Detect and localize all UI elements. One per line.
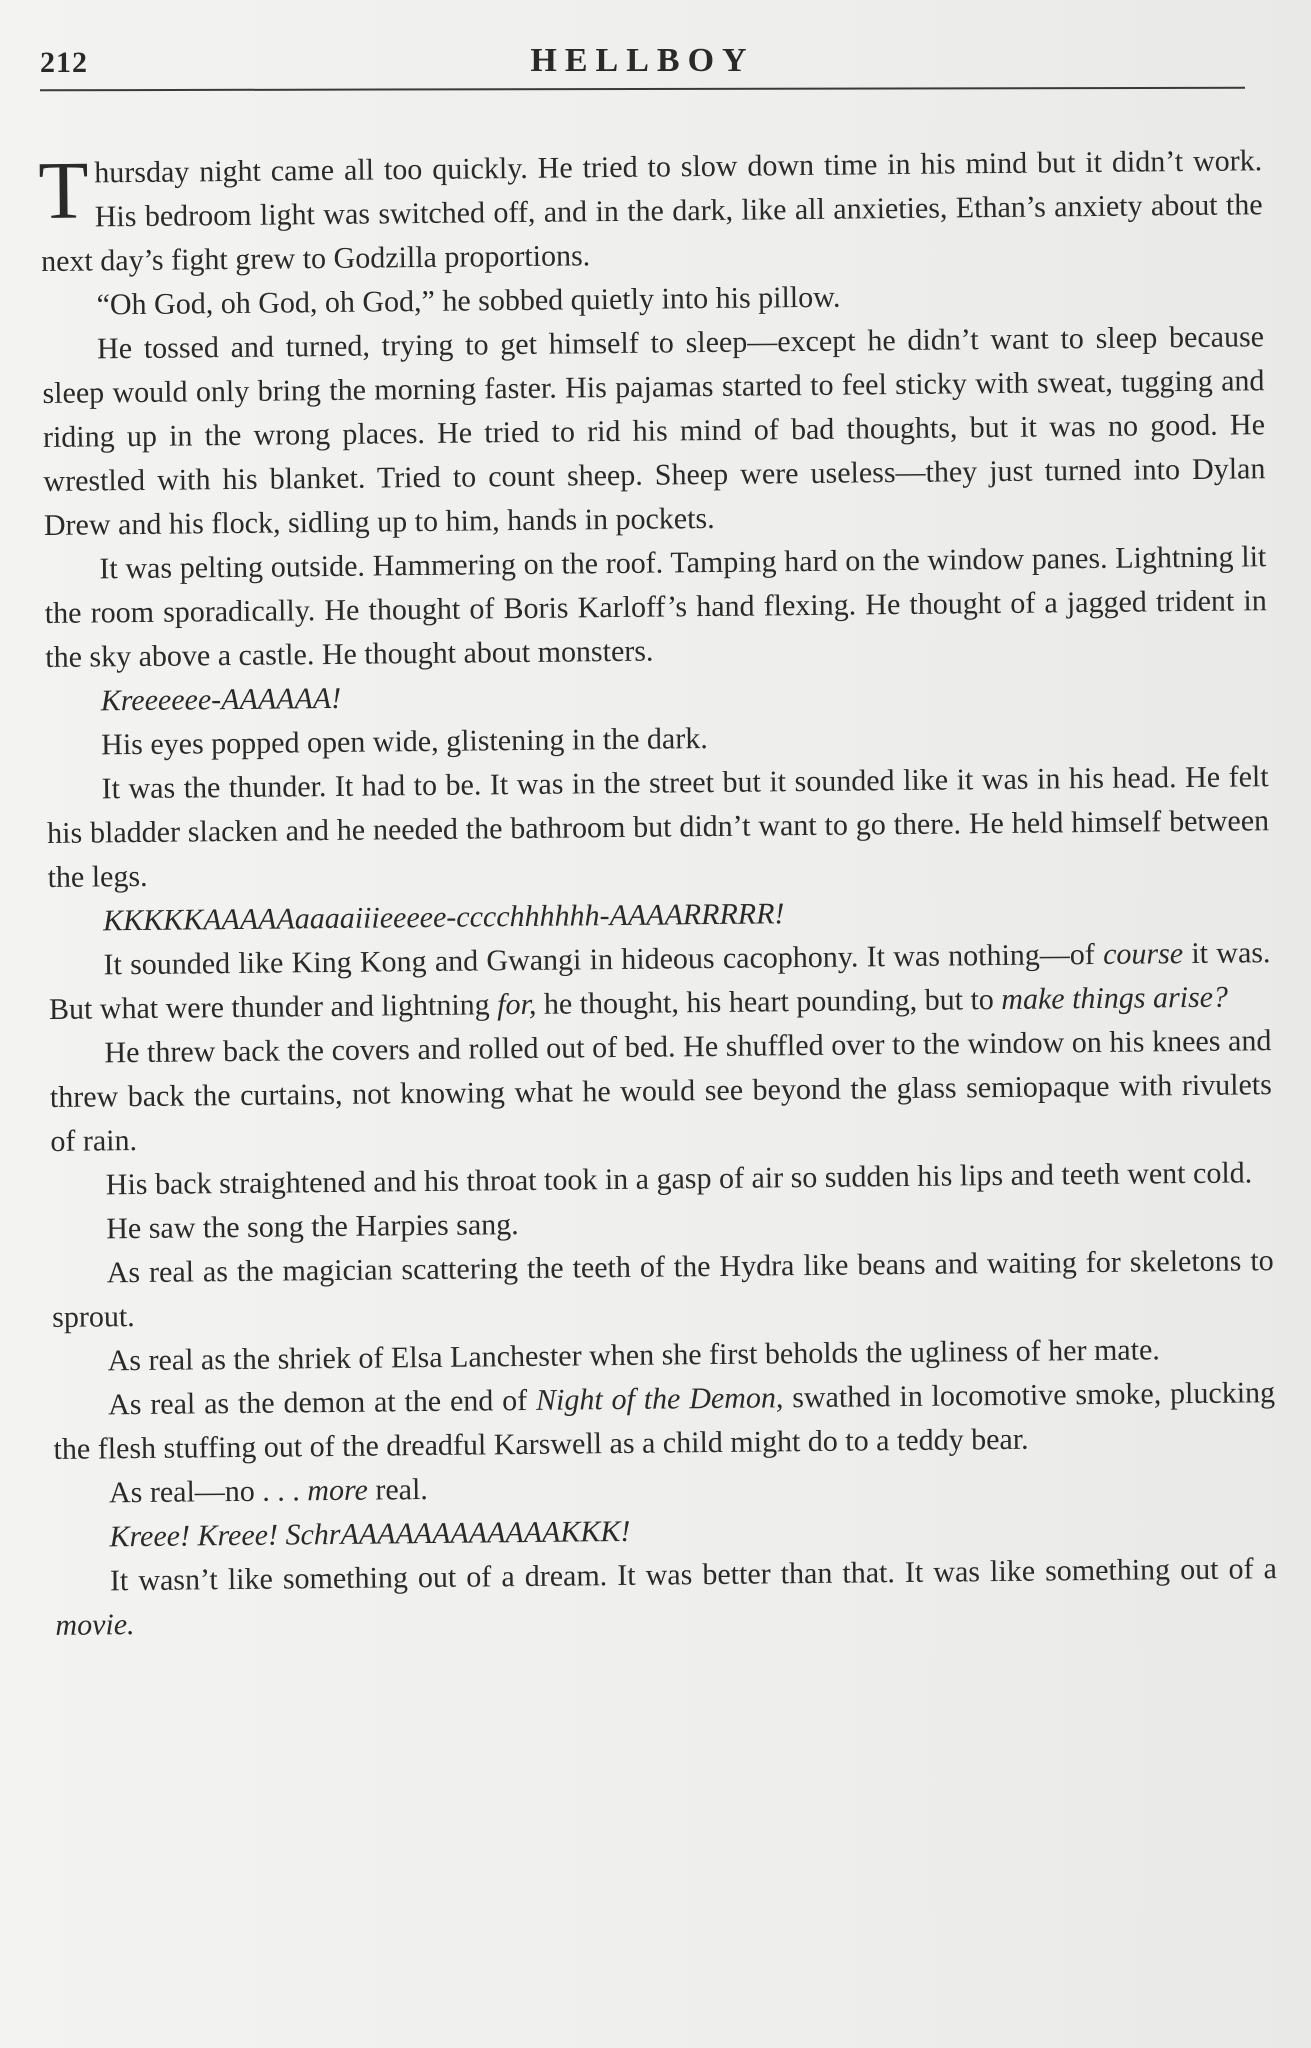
paragraph-17: Kreee! Kreee! SchrAAAAAAAAAAAAKKK! — [109, 1514, 631, 1554]
paragraph-4: It was pelting outside. Hammering on the roof. Tamping hard on the window panes. Lightning lit the room sporadically. He thought of Boris Karloff’s hand flexing. He thought of a jagged trident in the sky above a castle. He thought about monsters. — [44, 540, 1267, 674]
paragraph-5: Kreeeeee-AAAAAA! — [100, 681, 342, 718]
p9-emphasis-course: course — [1102, 937, 1184, 971]
p16-text-a: As real—no . . . — [108, 1474, 308, 1510]
paragraph-6: His eyes popped open wide, glistening in the dark. — [101, 722, 708, 762]
paragraph-13: As real as the magician scattering the teeth of the Hydra like beans and waiting for skeletons to sprout. — [52, 1244, 1274, 1334]
paragraph-1 — [37, 139, 1263, 284]
p18-text-a: It wasn’t like something out of a dream. It was better than that. It was like something out of a — [109, 1552, 1278, 1598]
paragraph-7: It was the thunder. It had to be. It was in the street but it sounded like it was in his head. He felt his bladder slacken and he needed the bathroom but didn’t want to go there. He held himself between the legs. — [46, 760, 1270, 894]
running-head-title: HELLBOY — [530, 42, 755, 79]
paragraph-15 — [53, 1371, 1276, 1472]
page-header — [40, 36, 1245, 92]
page-number: 212 — [40, 46, 88, 79]
paragraph-9 — [48, 931, 1271, 1032]
p18-emphasis-movie: movie. — [55, 1608, 135, 1642]
body-text — [37, 139, 1278, 1648]
paragraph-11: His back straightened and his throat took in a gasp of air so sudden his lips and teeth went cold. — [105, 1156, 1253, 1202]
paragraph-8: KKKKKAAAAAaaaaiiieeeee-cccchhhhhh-AAAARRRRR! — [102, 897, 785, 938]
drop-cap: T — [37, 144, 89, 237]
p9-text-e: he thought, his heart pounding, but to — [536, 982, 1002, 1021]
p16-emphasis-more: more — [307, 1473, 369, 1508]
p15-text-c: swathed in locomotive smoke, plucking the flesh stuffing out of the dreadful Karswell as a child might do to a teddy bear. — [53, 1376, 1276, 1466]
p9-emphasis-for: for, — [497, 987, 537, 1022]
p16-text-c: real. — [367, 1473, 429, 1507]
paragraph-1-text: hursday night came all too quickly. He tried to slow down time in his mind but it didn’t work. His bedroom light was switched off, and in the dark, like all anxieties, Ethan’s anxiety about the next day’s fight grew to Godzilla proportions. — [40, 144, 1263, 278]
paragraph-18 — [55, 1547, 1278, 1648]
p9-emphasis-arise: make things arise? — [1001, 980, 1229, 1016]
p9-text-a: It sounded like King Kong and Gwangi in hideous cacophony. It was nothing—of — [103, 937, 1104, 982]
p15-text-a: As real as the demon at the end of — [107, 1383, 537, 1422]
paragraph-12: He saw the song the Harpies sang. — [106, 1208, 519, 1246]
p9-text-c: it was. But what were thunder and lightning — [48, 936, 1271, 1026]
p15-film-title: Night of the Demon, — [535, 1381, 784, 1417]
paragraph-3: He tossed and turned, trying to get himself to sleep—except he didn’t want to sleep because sleep would only bring the morning faster. His pajamas started to feel sticky with sweat, tugging and riding up in the wrong places. He tried to rid his mind of bad thoughts, but it was no good. He wrestled with his blanket. Tried to count sheep. Sheep were useless—they just turned into Dylan Drew and his flock, sidling up to him, hands in pockets. — [42, 320, 1266, 542]
paragraph-2: “Oh God, oh God, oh God,” he sobbed quietly into his pillow. — [96, 280, 841, 322]
paragraph-10: He threw back the covers and rolled out of bed. He shuffled over to the window on his knees and threw back the curtains, not knowing what he would see beyond the glass semiopaque with rivulets of rain. — [49, 1024, 1273, 1158]
paragraph-14: As real as the shriek of Elsa Lanchester when she first beholds the ugliness of her mate. — [107, 1333, 1160, 1378]
